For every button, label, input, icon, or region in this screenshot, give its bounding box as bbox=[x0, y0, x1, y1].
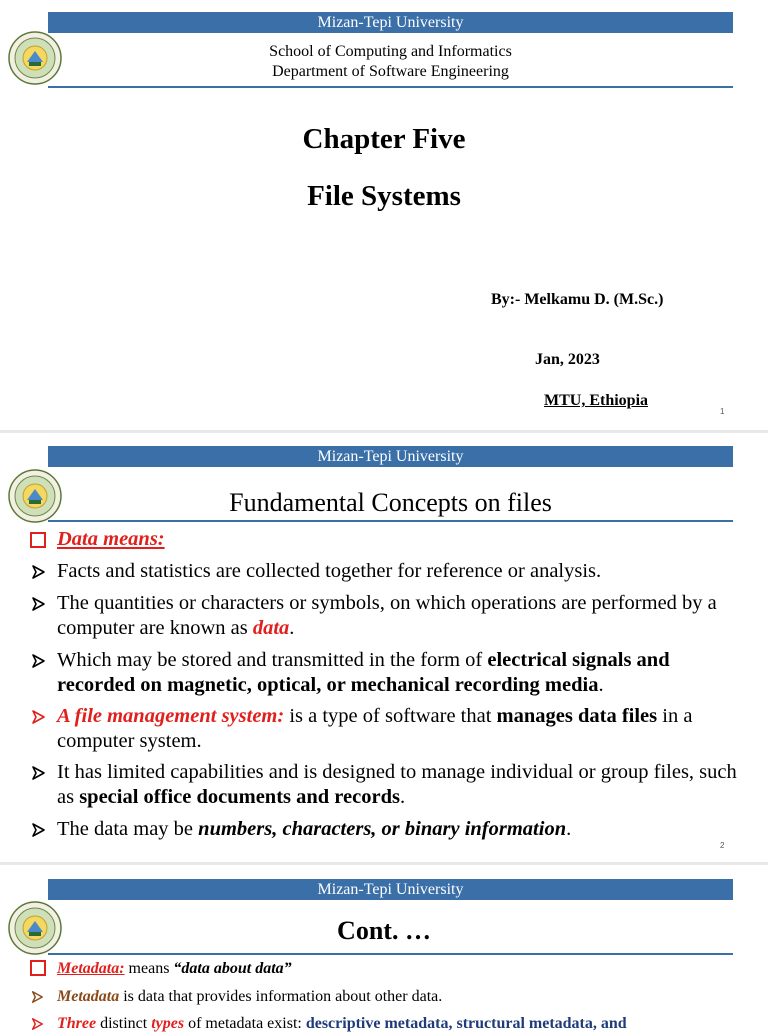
title-rule bbox=[48, 520, 733, 522]
department-name: Department of Software Engineering bbox=[272, 63, 509, 80]
date-line: Jan, 2023 bbox=[535, 351, 600, 368]
bullet-text: A file management system: is a type of software that manages data files in a computer system. bbox=[57, 705, 693, 752]
arrowhead-bullet-icon bbox=[30, 653, 46, 669]
list-item bbox=[30, 591, 740, 641]
bullet-text: Metadata: means “data about data” bbox=[57, 960, 292, 977]
list-item bbox=[30, 817, 740, 842]
chapter-heading: Chapter Five bbox=[302, 123, 466, 155]
school-header bbox=[48, 42, 733, 82]
list-item bbox=[30, 1014, 740, 1034]
location-line: MTU, Ethiopia bbox=[544, 392, 649, 409]
list-item bbox=[30, 559, 740, 584]
bullet-text: The quantities or characters or symbols, on which operations are performed by a computer are known as data. bbox=[57, 592, 717, 639]
bullet-text: Facts and statistics are collected together for reference or analysis. bbox=[57, 560, 602, 582]
page-number: 2 bbox=[720, 841, 725, 850]
slide-3 bbox=[0, 866, 768, 1032]
square-bullet-icon bbox=[30, 960, 46, 982]
author-line: By:- Melkamu D. (M.Sc.) bbox=[491, 291, 664, 308]
slide-title: Fundamental Concepts on files bbox=[229, 488, 552, 517]
header-rule bbox=[48, 86, 733, 88]
arrowhead-bullet-icon bbox=[30, 709, 46, 725]
arrowhead-bullet-icon bbox=[30, 1017, 44, 1031]
list-item bbox=[30, 987, 740, 1007]
square-bullet-icon bbox=[30, 530, 54, 555]
arrowhead-bullet-icon bbox=[30, 822, 46, 838]
list-item bbox=[30, 648, 740, 698]
university-banner: Mizan-Tepi University bbox=[48, 446, 733, 467]
slide-separator bbox=[0, 862, 768, 865]
arrowhead-bullet-icon bbox=[30, 596, 46, 612]
university-banner: Mizan-Tepi University bbox=[48, 879, 733, 900]
bullet-text: Metadata is data that provides information about other data. bbox=[57, 988, 443, 1005]
slide-1 bbox=[0, 0, 768, 430]
bullet-text: Which may be stored and transmitted in the form of electrical signals and recorded on magnetic, optical, or mechanical recording media. bbox=[57, 649, 670, 696]
university-banner: Mizan-Tepi University bbox=[48, 12, 733, 33]
slide-title: File Systems bbox=[307, 180, 461, 212]
bullet-text: It has limited capabilities and is designed to manage individual or group files, such as special office documents and records. bbox=[57, 761, 737, 808]
list-item bbox=[30, 760, 740, 810]
list-item bbox=[30, 704, 740, 754]
title-rule bbox=[48, 953, 733, 955]
arrowhead-bullet-icon bbox=[30, 564, 46, 580]
bullet-text: Three distinct types of metadata exist: descriptive metadata, structural metadata, and bbox=[57, 1015, 627, 1032]
list-item bbox=[30, 959, 740, 979]
list-item bbox=[30, 527, 740, 552]
bullet-text: The data may be numbers, characters, or binary information. bbox=[57, 818, 572, 840]
arrowhead-bullet-icon bbox=[30, 990, 44, 1004]
section-heading: Data means: bbox=[57, 528, 165, 550]
slide-2 bbox=[0, 433, 768, 861]
school-name: School of Computing and Informatics bbox=[269, 43, 512, 60]
arrowhead-bullet-icon bbox=[30, 765, 46, 781]
slide-title: Cont. … bbox=[337, 916, 431, 945]
page-number: 1 bbox=[720, 407, 725, 416]
